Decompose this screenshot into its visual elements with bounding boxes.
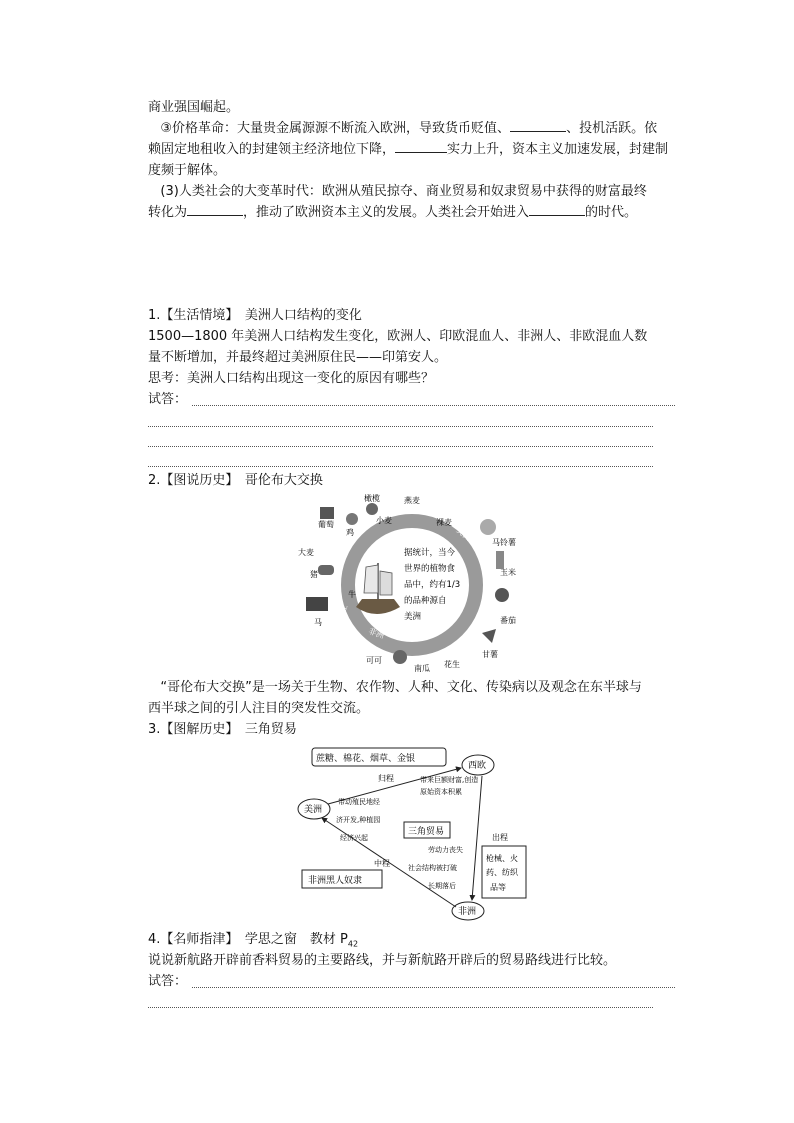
corn-icon (496, 551, 504, 569)
node-europe-label: 西欧 (468, 761, 487, 771)
olive-icon (366, 503, 378, 515)
q2-caption-1: “哥伦布大交换”是一场关于生物、农作物、人种、文化、传染病以及观念在东半球与 (160, 680, 642, 695)
answer-line[interactable] (148, 1007, 653, 1008)
q2-title: 2.【图说历史】 哥伦布大交换 (148, 473, 323, 488)
fill-blank[interactable] (187, 203, 243, 216)
center-text: 的品种源自 (404, 596, 447, 606)
answer-line[interactable] (148, 466, 653, 467)
effect-africa: 社会结构被打破 (408, 864, 457, 872)
q1-answer-label: 试答： (148, 392, 188, 407)
q4-answer-label: 试答： (148, 974, 188, 989)
intro-line-3: 赖固定地租收入的封建领主经济地位下降， 实力上升，资本主义加速发展，封建制 (148, 142, 669, 157)
answer-line[interactable] (192, 405, 675, 406)
exchange-item: 花生 (444, 660, 460, 669)
exchange-item: 鸡 (346, 528, 354, 537)
columbian-exchange-diagram (296, 493, 528, 673)
q3-title: 3.【图解历史】 三角贸易 (148, 722, 297, 737)
middle-leg-label: 中程 (374, 859, 390, 868)
exchange-item: 番茄 (500, 616, 516, 625)
return-leg-label: 归程 (378, 774, 394, 783)
node-africa-label: 非洲 (458, 907, 477, 917)
effect-america: 经济兴起 (340, 834, 368, 842)
exchange-item: 马铃薯 (492, 538, 516, 547)
effect-africa: 长期落后 (428, 882, 456, 890)
weapons-text: 药、纺织 (486, 868, 518, 877)
center-text: 世界的植物食 (404, 564, 456, 574)
exchange-item: 牛 (348, 590, 356, 599)
tomato-icon (495, 588, 509, 602)
q2-caption-2: 西半球之间的引人注目的突发性交流。 (148, 701, 370, 716)
answer-line[interactable] (192, 987, 675, 988)
effect-america: 带动殖民地经 (338, 798, 380, 806)
fill-blank[interactable] (529, 203, 585, 216)
weapons-text: 品等 (490, 883, 506, 892)
goods-text: 蔗糖、棉花、烟草、金银 (316, 754, 416, 764)
effect-africa: 劳动力丧失 (428, 846, 463, 854)
horse-icon (306, 597, 328, 611)
effect-europe: 原始资本积累 (420, 788, 462, 796)
exchange-item: 马 (314, 618, 322, 627)
center-label: 三角贸易 (408, 827, 445, 837)
intro-line-1: 商业强国崛起。 (148, 100, 240, 115)
exchange-item: 小麦 (376, 516, 392, 525)
exchange-item: 可可 (366, 656, 382, 665)
center-text: 美洲 (404, 612, 422, 622)
exchange-item: 大麦 (298, 548, 314, 557)
answer-line[interactable] (148, 426, 653, 427)
pig-icon (318, 565, 334, 575)
exchange-item: 甘薯 (482, 650, 498, 659)
exchange-item: 猪 (310, 570, 318, 579)
node-america-label: 美洲 (304, 805, 323, 815)
arc-label-africa: 非洲 (367, 626, 386, 641)
intro-line-2: ③价格革命：大量贵金属源源不断流入欧洲，导致货币贬值、 、投机活跃。依 (160, 121, 658, 136)
arc-label-eurasia: 欧亚 (335, 603, 350, 622)
outbound-leg-label: 出程 (492, 833, 508, 842)
answer-line[interactable] (148, 446, 653, 447)
effect-america: 济开发,种植园 (336, 816, 381, 824)
center-text: 品中，约有1/3 (404, 580, 461, 590)
effect-europe: 带来巨额财富,创造 (420, 776, 479, 784)
q4-title: 4.【名师指津】 学思之窗 教材 $P_{42}$ (148, 932, 359, 949)
intro-line-5: (3)人类社会的大变革时代：欧洲从殖民掠夺、商业贸易和奴隶贸易中获得的财富最终 (160, 184, 647, 199)
arc-label-america: 美洲 (454, 525, 473, 543)
exchange-item: 葡萄 (318, 520, 334, 529)
q1-body-1: 1500—1800 年美洲人口结构发生变化，欧洲人、印欧混血人、非洲人、非欧混血人数 (148, 329, 648, 344)
triangle-trade-diagram (296, 742, 532, 922)
sweet-potato-icon (482, 629, 496, 643)
weapons-text: 枪械、火 (486, 854, 518, 863)
chicken-icon (346, 513, 358, 525)
q4-body: 说说新航路开辟前香料贸易的主要路线，并与新航路开辟后的贸易路线进行比较。 (148, 953, 617, 968)
exchange-item: 橄榄 (364, 494, 380, 503)
q1-think: 思考：美洲人口结构出现这一变化的原因有哪些？ (148, 371, 435, 386)
q1-body-2: 量不断增加，并最终超过美洲原住民——印第安人。 (148, 350, 448, 365)
pumpkin-icon (393, 650, 407, 664)
exchange-item: 南瓜 (414, 664, 430, 673)
fill-blank[interactable] (395, 140, 447, 153)
q1-title: 1.【生活情境】 美洲人口结构的变化 (148, 308, 362, 323)
fill-blank[interactable] (510, 119, 566, 132)
intro-line-6: 转化为 ，推动了欧洲资本主义的发展。人类社会开始进入 的时代。 (148, 205, 638, 220)
slaves-text: 非洲黑人奴隶 (308, 876, 363, 886)
exchange-item: 裸麦 (436, 518, 452, 527)
intro-line-4: 度频于解体。 (148, 163, 227, 178)
center-text: 据统计，当今 (404, 548, 456, 558)
potato-icon (480, 519, 496, 535)
exchange-item: 燕麦 (404, 496, 420, 505)
exchange-item: 玉米 (500, 568, 516, 577)
grape-icon (320, 507, 334, 519)
